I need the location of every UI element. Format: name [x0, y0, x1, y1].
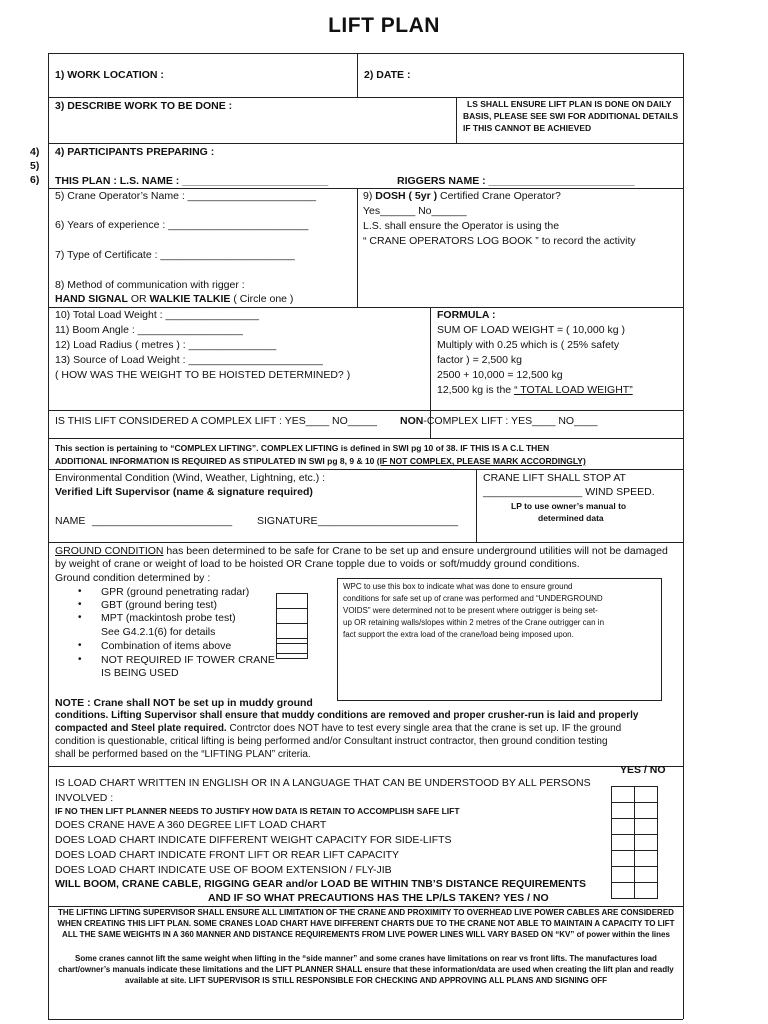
yes-checkbox[interactable] [611, 818, 635, 835]
no-checkbox[interactable] [634, 834, 658, 851]
no-checkbox[interactable] [634, 786, 658, 803]
wpc-text: WPC to use this box to indicate what was done to ensure ground [343, 582, 573, 591]
how-determined-text: ( HOW WAS THE WEIGHT TO BE HOISTED DETERMINED? ) [55, 369, 351, 381]
frame-left [48, 53, 49, 1019]
ground-method-item: Combination of items above [101, 640, 232, 652]
or-text: OR [127, 293, 150, 305]
frame-right [683, 53, 684, 1019]
ground-method-item: See G4.2.1(6) for details [101, 626, 216, 638]
formula-line: Multiply with 0.25 which is ( 25% safety [437, 339, 620, 351]
divider [48, 906, 683, 907]
note-underlined: (IF NOT COMPLEX, PLEASE MARK ACCORDINGLY) [376, 456, 586, 466]
side-number: 6) [30, 174, 40, 186]
participants-label: 4) PARTICIPANTS PREPARING : [55, 146, 215, 158]
ground-method-checkbox[interactable] [276, 643, 308, 659]
wind-speed-field: _________________ WIND SPEED. [483, 486, 655, 498]
non-complex-lift-question [400, 414, 597, 428]
log-book-text: “ CRANE OPERATORS LOG BOOK ” to record the activity [363, 235, 636, 247]
load-radius-field: 12) Load Radius ( metres ) : _______________ [55, 339, 277, 351]
bullet-icon: • [78, 654, 82, 665]
divider [476, 469, 477, 542]
ls-name-label: THIS PLAN : L.S. NAME : _________________________ [55, 175, 329, 187]
no-checkbox[interactable] [634, 866, 658, 883]
ground-method-checkbox[interactable] [276, 608, 308, 624]
complex-section-note: This section is pertaining to “COMPLEX LIFTING”. COMPLEX LIFTING is defined in SWI pg 10 of 38. IF THIS IS A C.L THEN [55, 443, 550, 453]
side-lift-note: Some cranes cannot lift the same weight when lifting in the “side manner” and some cranes have limitations on rear vs front lifts. The manufactures load chart/owner’s manuals indicate these limitations and the LIFT PLANNER SHALL ensure that these information/data are used when creating the lift plan and readly available at site. LIFT SUPERVISOR IS STILL RESPONSIBLE FOR CHECKING AND APPROVING ALL PLANS AND SIGNING OFF [58, 954, 674, 985]
daily-note: LS SHALL ENSURE LIFT PLAN IS DONE ON DAILY [467, 99, 672, 109]
no-checkbox[interactable] [634, 850, 658, 867]
dosh-yes-no: Yes______ No______ [363, 205, 467, 217]
formula-line: factor ) = 2,500 kg [437, 354, 522, 366]
boom-angle-field: 11) Boom Angle : __________________ [55, 324, 243, 336]
ground-note [55, 722, 621, 736]
circle-one-text: ( Circle one ) [230, 293, 294, 305]
load-chart-question: IS LOAD CHART WRITTEN IN ENGLISH OR IN A LANGUAGE THAT CAN BE UNDERSTOOD BY ALL PERSONS [55, 777, 591, 789]
divider [48, 97, 683, 98]
formula-line: SUM OF LOAD WEIGHT = ( 10,000 kg ) [437, 324, 625, 336]
load-chart-note: IF NO THEN LIFT PLANNER NEEDS TO JUSTIFY HOW DATA IS RETAIN TO ACCOMPLISH SAFE LIFT [55, 806, 460, 816]
yes-checkbox[interactable] [611, 802, 635, 819]
total-load-field: 10) Total Load Weight : ________________ [55, 309, 259, 321]
note-text: ADDITIONAL INFORMATION IS REQUIRED AS STIPULATED IN SWI pg 8, 9 & 10 [55, 456, 377, 466]
ground-note: conditions. Lifting Supervisor shall ensure that muddy conditions are removed and proper crusher-run is laid and properly [55, 710, 639, 721]
wpc-text: conditions for safe set up of crane was performed and “UNDERGROUND [343, 594, 603, 603]
divider [48, 469, 683, 470]
divider [48, 53, 683, 54]
work-location-label: 1) WORK LOCATION : [55, 69, 164, 81]
lp-manual-note: LP to use owner’s manual to [511, 501, 627, 511]
side-number: 5) [30, 160, 40, 172]
formula-label: FORMULA : [437, 309, 496, 321]
experience-field: 6) Years of experience : ________________________ [55, 219, 309, 231]
ground-note-text: Contrctor does NOT have to test every single area that the crane is set up. IF the ground [226, 723, 622, 734]
non-prefix: NON [400, 415, 424, 427]
yes-checkbox[interactable] [611, 834, 635, 851]
bullet-icon: • [78, 640, 82, 651]
power-cable-note: THE LIFTING LIFTING SUPERVISOR SHALL ENSURE ALL LIMITATION OF THE CRANE AND PROXIMITY TO OVERHEAD LIVE POWER CABLES ARE CONSIDERED WHEN CREATING THIS LIFT PLAN. SOME CRANES LOAD CHART HAVE DIFFERENT CHARTS DUE TO THE CRANE NOT ABLE TO MAINTAIN A CAPACITY TO LIFT ALL THE SAME WEIGHTS IN A 360 MANNER AND DISTANCE REQUIREMENTS FROM LIVE POWER LINES WILL VARY BASED ON “KV” of power within the lines [57, 908, 675, 939]
total-load-weight-term: “ TOTAL LOAD WEIGHT” [514, 384, 633, 396]
lp-manual-note: determined data [538, 513, 604, 523]
ground-note: shall be performed based on the “LIFTING PLAN” criteria. [55, 749, 311, 760]
environment-condition-label: Environmental Condition (Wind, Weather, Lightning, etc.) : [55, 472, 326, 484]
load-chart-question: DOES LOAD CHART INDICATE DIFFERENT WEIGHT CAPACITY FOR SIDE-LIFTS [55, 834, 452, 846]
operator-name-field: 5) Crane Operator’s Name : ______________________ [55, 190, 317, 202]
dosh-question [363, 189, 561, 203]
yes-no-header: YES / NO [620, 764, 666, 776]
ground-note-bold: compacted and Steel plate required. [55, 723, 227, 734]
ground-condition-text: has been determined to be safe for Crane to be set up and ensure underground utilities will not be damaged [163, 545, 668, 557]
formula-result [437, 383, 633, 397]
ground-method-checkbox[interactable] [276, 623, 308, 639]
ground-method-item: GBT (ground bering test) [101, 599, 217, 611]
divider [48, 438, 683, 439]
page-title: LIFT PLAN [328, 14, 440, 37]
ground-condition-line: by weight of crane or weight of load to be hoisted OR Crane topple due to voids or soft/muddy ground conditions. [55, 558, 580, 570]
no-checkbox[interactable] [634, 802, 658, 819]
yes-checkbox[interactable] [611, 882, 635, 899]
dosh-rest: Certified Crane Operator? [437, 190, 561, 202]
no-checkbox[interactable] [634, 882, 658, 899]
non-complex-rest: -COMPLEX LIFT : YES____ NO____ [423, 415, 598, 427]
communication-label: 8) Method of communication with rigger : [55, 279, 245, 291]
dosh-label: DOSH ( 5yr ) [375, 190, 438, 202]
communication-options [55, 292, 293, 306]
dosh-number: 9) [363, 190, 376, 202]
divider [48, 1019, 683, 1020]
ground-method-item: NOT REQUIRED IF TOWER CRANE [101, 654, 275, 666]
ground-note: NOTE : Crane shall NOT be set up in muddy ground [55, 697, 313, 709]
name-line: ________________________ [92, 515, 233, 527]
load-chart-question: DOES LOAD CHART INDICATE FRONT LIFT OR REAR LIFT CAPACITY [55, 849, 400, 861]
crane-stop-label: CRANE LIFT SHALL STOP AT [483, 472, 626, 484]
ground-condition-line [55, 544, 668, 558]
ls-ensure-text: L.S. shall ensure the Operator is using the [363, 220, 560, 232]
ground-condition-term: GROUND CONDITION [55, 545, 164, 557]
ground-method-item: IS BEING USED [101, 667, 179, 679]
bullet-icon: • [78, 586, 82, 597]
name-label: NAME [55, 515, 86, 527]
yes-checkbox[interactable] [611, 866, 635, 883]
describe-work-label: 3) DESCRIBE WORK TO BE DONE : [55, 100, 233, 112]
formula-result-prefix: 12,500 kg is the [437, 384, 515, 396]
riggers-name-label: RIGGERS NAME : _________________________ [397, 175, 635, 187]
divider [48, 766, 683, 767]
load-chart-question: INVOLVED : [55, 792, 114, 804]
complex-section-note [55, 456, 586, 467]
divider [357, 188, 358, 307]
hand-signal-option: HAND SIGNAL [55, 293, 128, 305]
yes-checkbox[interactable] [611, 850, 635, 867]
signature-line: ________________________ [318, 515, 459, 527]
load-source-field: 13) Source of Load Weight : _______________________ [55, 354, 323, 366]
date-label: 2) DATE : [364, 69, 411, 81]
load-chart-question: DOES CRANE HAVE A 360 DEGREE LIFT LOAD CHART [55, 819, 327, 831]
verified-supervisor-label: Verified Lift Supervisor (name & signature required) [55, 486, 313, 498]
load-chart-question: DOES LOAD CHART INDICATE USE OF BOOM EXTENSION / FLY-JIB [55, 864, 392, 876]
signature-label: SIGNATURE [257, 515, 318, 527]
side-number: 4) [30, 146, 40, 158]
ground-method-checkbox[interactable] [276, 593, 308, 609]
divider [48, 410, 683, 411]
ground-method-item: MPT (mackintosh probe test) [101, 612, 236, 624]
divider [48, 143, 683, 144]
bullet-icon: • [78, 612, 82, 623]
formula-line: 2500 + 10,000 = 12,500 kg [437, 369, 563, 381]
ground-method-item: GPR (ground penetrating radar) [101, 586, 250, 598]
wpc-text: fact support the extra load of the crane/load being imposed upon. [343, 630, 574, 639]
complex-lift-question: IS THIS LIFT CONSIDERED A COMPLEX LIFT : YES____ NO_____ [55, 415, 377, 427]
yes-checkbox[interactable] [611, 786, 635, 803]
daily-note: IF THIS CANNOT BE ACHIEVED [463, 123, 592, 133]
wpc-text: VOIDS” were determined not to be present where outrigger is being set- [343, 606, 598, 615]
divider [456, 97, 457, 143]
bullet-icon: • [78, 599, 82, 610]
certificate-field: 7) Type of Certificate : _______________________ [55, 249, 295, 261]
divider [48, 542, 683, 543]
wpc-text: up OR retaining walls/slopes within 2 metres of the Crane outrigger can in [343, 618, 605, 627]
ground-note: condition is questionable, critical lifting is being performed and/or Consultant instruct contractor, then ground condition testing [55, 736, 608, 747]
load-chart-question: WILL BOOM, CRANE CABLE, RIGGING GEAR and/or LOAD BE WITHIN TNB’S DISTANCE REQUIREMENTS [55, 878, 587, 890]
divider [357, 53, 358, 97]
daily-note: BASIS, PLEASE SEE SWI FOR ADDITIONAL DETAILS [463, 111, 679, 121]
ground-determined-label: Ground condition determined by : [55, 572, 211, 584]
no-checkbox[interactable] [634, 818, 658, 835]
load-chart-question: AND IF SO WHAT PRECAUTIONS HAS THE LP/LS TAKEN? YES / NO [208, 892, 549, 904]
walkie-talkie-option: WALKIE TALKIE [149, 293, 231, 305]
